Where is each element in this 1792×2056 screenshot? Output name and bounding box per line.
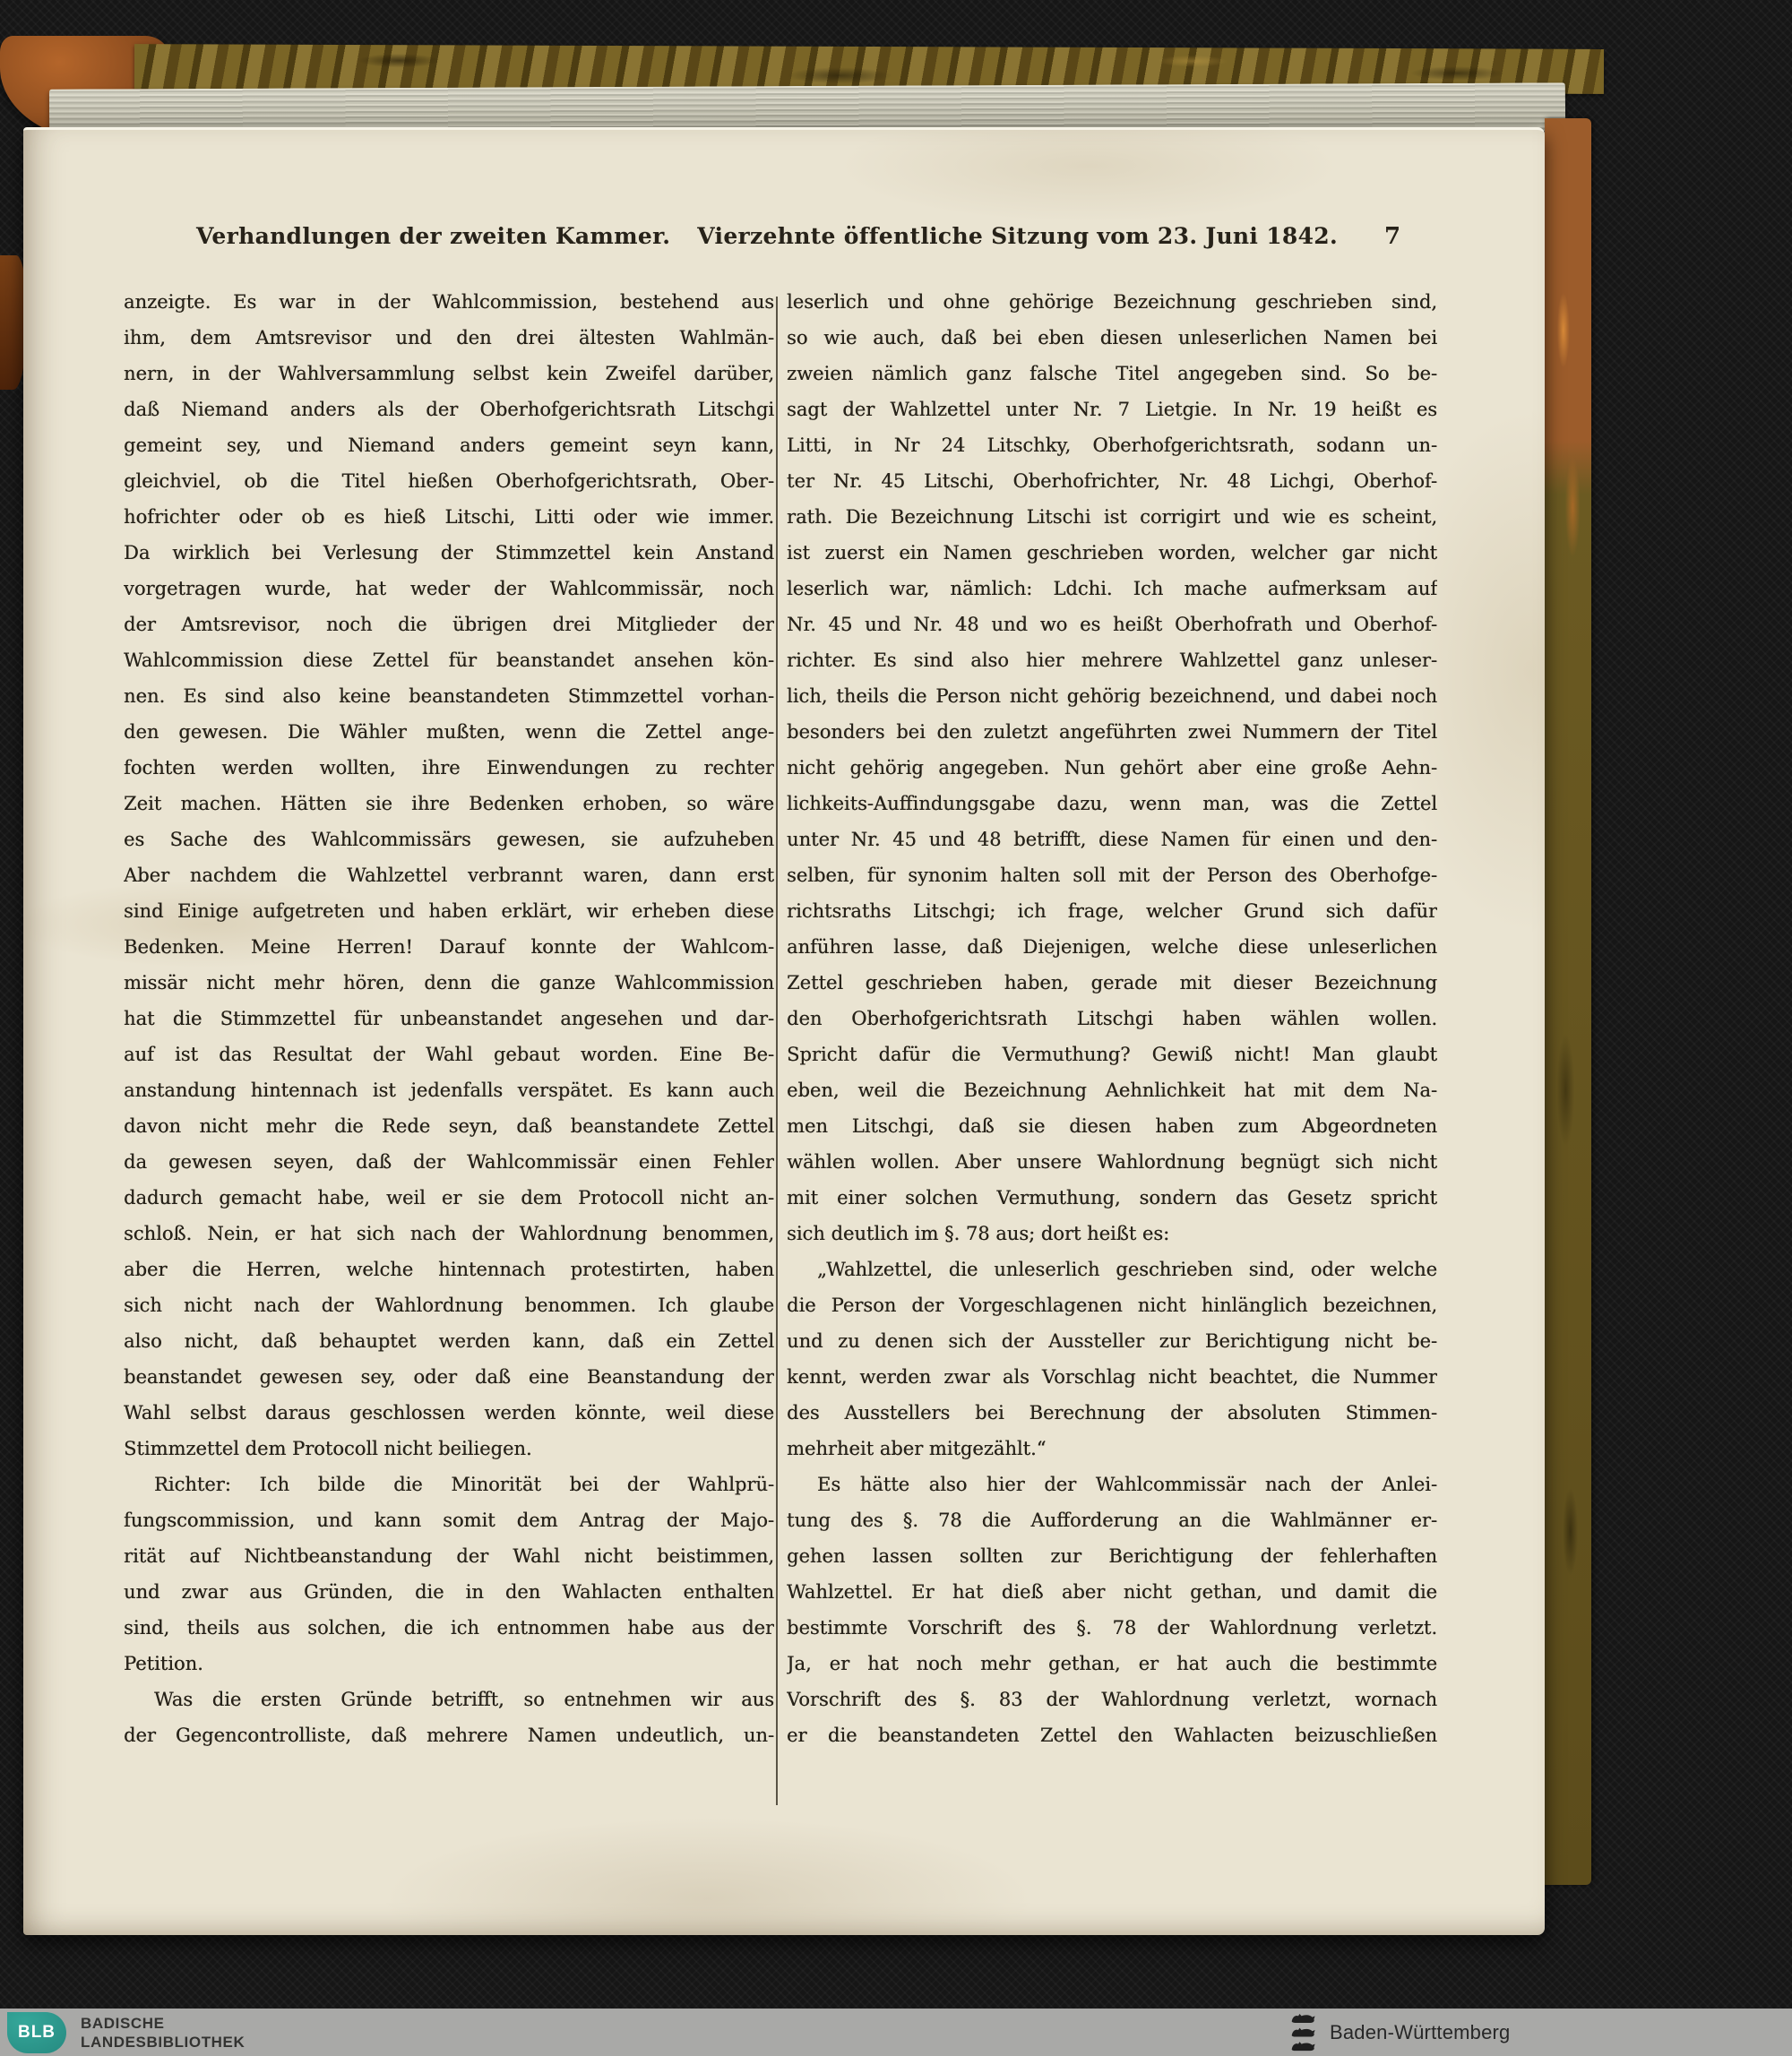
page-number: 7 bbox=[1383, 223, 1401, 250]
running-header-right: Vierzehnte öffentliche Sitzung vom 23. Juni 1842. bbox=[697, 223, 1338, 249]
text-line: hat die Stimmzettel für unbeanstandet angesehen und dar- bbox=[124, 1008, 774, 1029]
book-cover-marbled-right-edge bbox=[1545, 118, 1591, 1885]
text-line: gemeint sey, und Niemand anders gemeint seyn kann, bbox=[124, 434, 774, 456]
text-line: unter Nr. 45 und 48 betrifft, diese Namen für einen und den- bbox=[787, 829, 1437, 850]
text-line: so wie auch, daß bei eben diesen unleserlichen Namen bei bbox=[787, 327, 1437, 348]
text-line: lich, theils die Person nicht gehörig bezeichnend, und dabei noch bbox=[787, 685, 1437, 707]
text-line: sind Einige aufgetreten und haben erklärt, wir erheben diese bbox=[124, 900, 774, 922]
library-name-line1: BADISCHE bbox=[81, 2014, 165, 2032]
text-line: lichkeits-Auffindungsgabe dazu, wenn man, was die Zettel bbox=[787, 793, 1437, 814]
text-line: Litti, in Nr 24 Litschky, Oberhofgerichtsrath, sodann un- bbox=[787, 434, 1437, 456]
text-line: mehrheit aber mitgezählt.“ bbox=[787, 1438, 1047, 1459]
text-line: den gewesen. Die Wähler mußten, wenn die Zettel ange- bbox=[124, 721, 774, 743]
text-line: leserlich war, nämlich: Ldchi. Ich mache aufmerksam auf bbox=[787, 578, 1437, 599]
library-name bbox=[81, 2014, 245, 2052]
text-line: mit einer solchen Vermuthung, sondern das Gesetz spricht bbox=[787, 1187, 1437, 1209]
text-line: der Gegencontrolliste, daß mehrere Namen undeutlich, un- bbox=[124, 1725, 774, 1746]
baden-wuerttemberg-lions-icon bbox=[1288, 2011, 1319, 2054]
text-line: daß Niemand anders als der Oberhofgerichtsrath Litschgi bbox=[124, 399, 774, 420]
library-name-line2: LANDESBIBLIOTHEK bbox=[81, 2033, 246, 2051]
text-line: sagt der Wahlzettel unter Nr. 7 Lietgie. In Nr. 19 heißt es bbox=[787, 399, 1437, 420]
text-line: anführen lasse, daß Diejenigen, welche diese unleserlichen bbox=[787, 936, 1437, 958]
text-line: da gewesen seyen, daß der Wahlcommissär einen Fehler bbox=[124, 1151, 774, 1173]
text-line: Richter: Ich bilde die Minorität bei der Wahlprü- bbox=[154, 1474, 774, 1495]
text-line: richter. Es sind also hier mehrere Wahlzettel ganz unleser- bbox=[787, 649, 1437, 671]
text-line: hofrichter oder ob es hieß Litschi, Litti oder wie immer. bbox=[124, 506, 774, 528]
text-line: und zu denen sich der Aussteller zur Berichtigung nicht be- bbox=[787, 1330, 1437, 1352]
text-line: auf ist das Resultat der Wahl gebaut worden. Eine Be- bbox=[124, 1044, 774, 1065]
book-page bbox=[23, 127, 1545, 1935]
text-column-right bbox=[787, 284, 1437, 1759]
text-line: der Amtsrevisor, noch die übrigen drei Mitglieder der bbox=[124, 614, 774, 635]
text-line: es Sache des Wahlcommissärs gewesen, sie aufzuheben bbox=[124, 829, 774, 850]
text-line: dadurch gemacht habe, weil er sie dem Protocoll nicht an- bbox=[124, 1187, 774, 1209]
text-line: tung des §. 78 die Aufforderung an die Wahlmänner er- bbox=[787, 1510, 1437, 1531]
text-line: Ja, er hat noch mehr gethan, er hat auch die bestimmte bbox=[787, 1653, 1437, 1674]
running-header bbox=[196, 223, 1338, 261]
text-line: fungscommission, und kann somit dem Antrag der Majo- bbox=[124, 1510, 774, 1531]
text-line: ter Nr. 45 Litschi, Oberhofrichter, Nr. 48 Lichgi, Oberhof- bbox=[787, 470, 1437, 492]
text-line: Da wirklich bei Verlesung der Stimmzettel kein Anstand bbox=[124, 542, 774, 563]
text-line: kennt, werden zwar als Vorschlag nicht beachtet, die Nummer bbox=[787, 1366, 1437, 1388]
text-column-left bbox=[124, 284, 774, 1759]
text-line: die Person der Vorgeschlagenen nicht hinlänglich bezeichnen, bbox=[787, 1295, 1437, 1316]
text-line: Es hätte also hier der Wahlcommissär nach der Anlei- bbox=[817, 1474, 1437, 1495]
text-line: Petition. bbox=[124, 1653, 203, 1674]
text-line: richtsraths Litschgi; ich frage, welcher Grund sich dafür bbox=[787, 900, 1437, 922]
text-line: Wahlzettel. Er hat dieß aber nicht gethan, und damit die bbox=[787, 1581, 1437, 1603]
text-line: wählen wollen. Aber unsere Wahlordnung begnügt sich nicht bbox=[787, 1151, 1437, 1173]
column-divider-rule bbox=[776, 297, 778, 1805]
text-line: Bedenken. Meine Herren! Darauf konnte der Wahlcom- bbox=[124, 936, 774, 958]
text-line: sich deutlich im §. 78 aus; dort heißt es: bbox=[787, 1223, 1170, 1244]
text-line: er die beanstandeten Zettel den Wahlacten beizuschließen bbox=[787, 1725, 1437, 1746]
text-line: anzeigte. Es war in der Wahlcommission, bestehend aus bbox=[124, 291, 774, 313]
text-line: also nicht, daß behauptet werden kann, daß ein Zettel bbox=[124, 1330, 774, 1352]
text-line: beanstandet gewesen sey, oder daß eine Beanstandung der bbox=[124, 1366, 774, 1388]
text-line: und zwar aus Gründen, die in den Wahlacten enthalten bbox=[124, 1581, 774, 1603]
text-line: des Ausstellers bei Berechnung der absoluten Stimmen- bbox=[787, 1402, 1437, 1424]
text-line: nern, in der Wahlversammlung selbst kein Zweifel darüber, bbox=[124, 363, 774, 384]
text-line: Wahlcommission diese Zettel für beanstandet ansehen kön- bbox=[124, 649, 774, 671]
state-wordmark: Baden-Württemberg bbox=[1330, 2020, 1511, 2043]
text-line: Zettel geschrieben haben, gerade mit dieser Bezeichnung bbox=[787, 972, 1437, 994]
running-header-left: Verhandlungen der zweiten Kammer. bbox=[196, 223, 671, 249]
text-line: sich nicht nach der Wahlordnung benommen. Ich glaube bbox=[124, 1295, 774, 1316]
text-line: Aber nachdem die Wahlzettel verbrannt waren, dann erst bbox=[124, 865, 774, 886]
text-line: leserlich und ohne gehörige Bezeichnung geschrieben sind, bbox=[787, 291, 1437, 313]
text-line: nicht gehörig angegeben. Nun gehört aber eine große Aehn- bbox=[787, 757, 1437, 779]
text-line: gleichviel, ob die Titel hießen Oberhofgerichtsrath, Ober- bbox=[124, 470, 774, 492]
text-line: Wahl selbst daraus geschlossen werden könnte, weil diese bbox=[124, 1402, 774, 1424]
text-line: aber die Herren, welche hintennach protestirten, haben bbox=[124, 1259, 774, 1280]
text-line: men Litschgi, daß sie diesen haben zum Abgeordneten bbox=[787, 1115, 1437, 1137]
text-line: rath. Die Bezeichnung Litschi ist corrigirt und wie es scheint, bbox=[787, 506, 1437, 528]
state-branding bbox=[1288, 2009, 1511, 2056]
text-line: Stimmzettel dem Protocoll nicht beiliegen. bbox=[124, 1438, 532, 1459]
text-line: vorgetragen wurde, hat weder der Wahlcommissär, noch bbox=[124, 578, 774, 599]
text-line: Vorschrift des §. 83 der Wahlordnung verletzt, wornach bbox=[787, 1689, 1437, 1710]
text-line: rität auf Nichtbeanstandung der Wahl nicht beistimmen, bbox=[124, 1545, 774, 1567]
text-line: sind, theils aus solchen, die ich entnommen habe aus der bbox=[124, 1617, 774, 1639]
text-line: davon nicht mehr die Rede seyn, daß beanstandete Zettel bbox=[124, 1115, 774, 1137]
text-line: Spricht dafür die Vermuthung? Gewiß nicht! Man glaubt bbox=[787, 1044, 1437, 1065]
text-line: „Wahlzettel, die unleserlich geschrieben sind, oder welche bbox=[817, 1259, 1437, 1280]
blb-logo-text: BLB bbox=[17, 2022, 56, 2042]
library-branding-bar bbox=[0, 2009, 1792, 2056]
text-line: gehen lassen sollten zur Berichtigung der fehlerhaften bbox=[787, 1545, 1437, 1567]
text-line: selben, für synonim halten soll mit der Person des Oberhofge- bbox=[787, 865, 1437, 886]
text-line: den Oberhofgerichtsrath Litschgi haben wählen wollen. bbox=[787, 1008, 1437, 1029]
text-line: besonders bei den zuletzt angeführten zwei Nummern der Titel bbox=[787, 721, 1437, 743]
text-line: schloß. Nein, er hat sich nach der Wahlordnung benommen, bbox=[124, 1223, 774, 1244]
text-line: Nr. 45 und Nr. 48 und wo es heißt Oberhofrath und Oberhof- bbox=[787, 614, 1437, 635]
text-line: fochten werden wollten, ihre Einwendungen zu rechter bbox=[124, 757, 774, 779]
text-line: bestimmte Vorschrift des §. 78 der Wahlordnung verletzt. bbox=[787, 1617, 1437, 1639]
blb-logo bbox=[7, 2012, 66, 2053]
text-line: zweien nämlich ganz falsche Titel angegeben sind. So be- bbox=[787, 363, 1437, 384]
text-line: anstandung hintennach ist jedenfalls verspätet. Es kann auch bbox=[124, 1080, 774, 1101]
text-line: eben, weil die Bezeichnung Aehnlichkeit hat mit dem Na- bbox=[787, 1080, 1437, 1101]
text-line: Was die ersten Gründe betrifft, so entnehmen wir aus bbox=[154, 1689, 774, 1710]
text-line: nen. Es sind also keine beanstandeten Stimmzettel vorhan- bbox=[124, 685, 774, 707]
text-line: ihm, dem Amtsrevisor und den drei ältesten Wahlmän- bbox=[124, 327, 774, 348]
text-line: ist zuerst ein Namen geschrieben worden, welcher gar nicht bbox=[787, 542, 1437, 563]
text-line: missär nicht mehr hören, denn die ganze Wahlcommission bbox=[124, 972, 774, 994]
text-line: Zeit machen. Hätten sie ihre Bedenken erhoben, so wäre bbox=[124, 793, 774, 814]
